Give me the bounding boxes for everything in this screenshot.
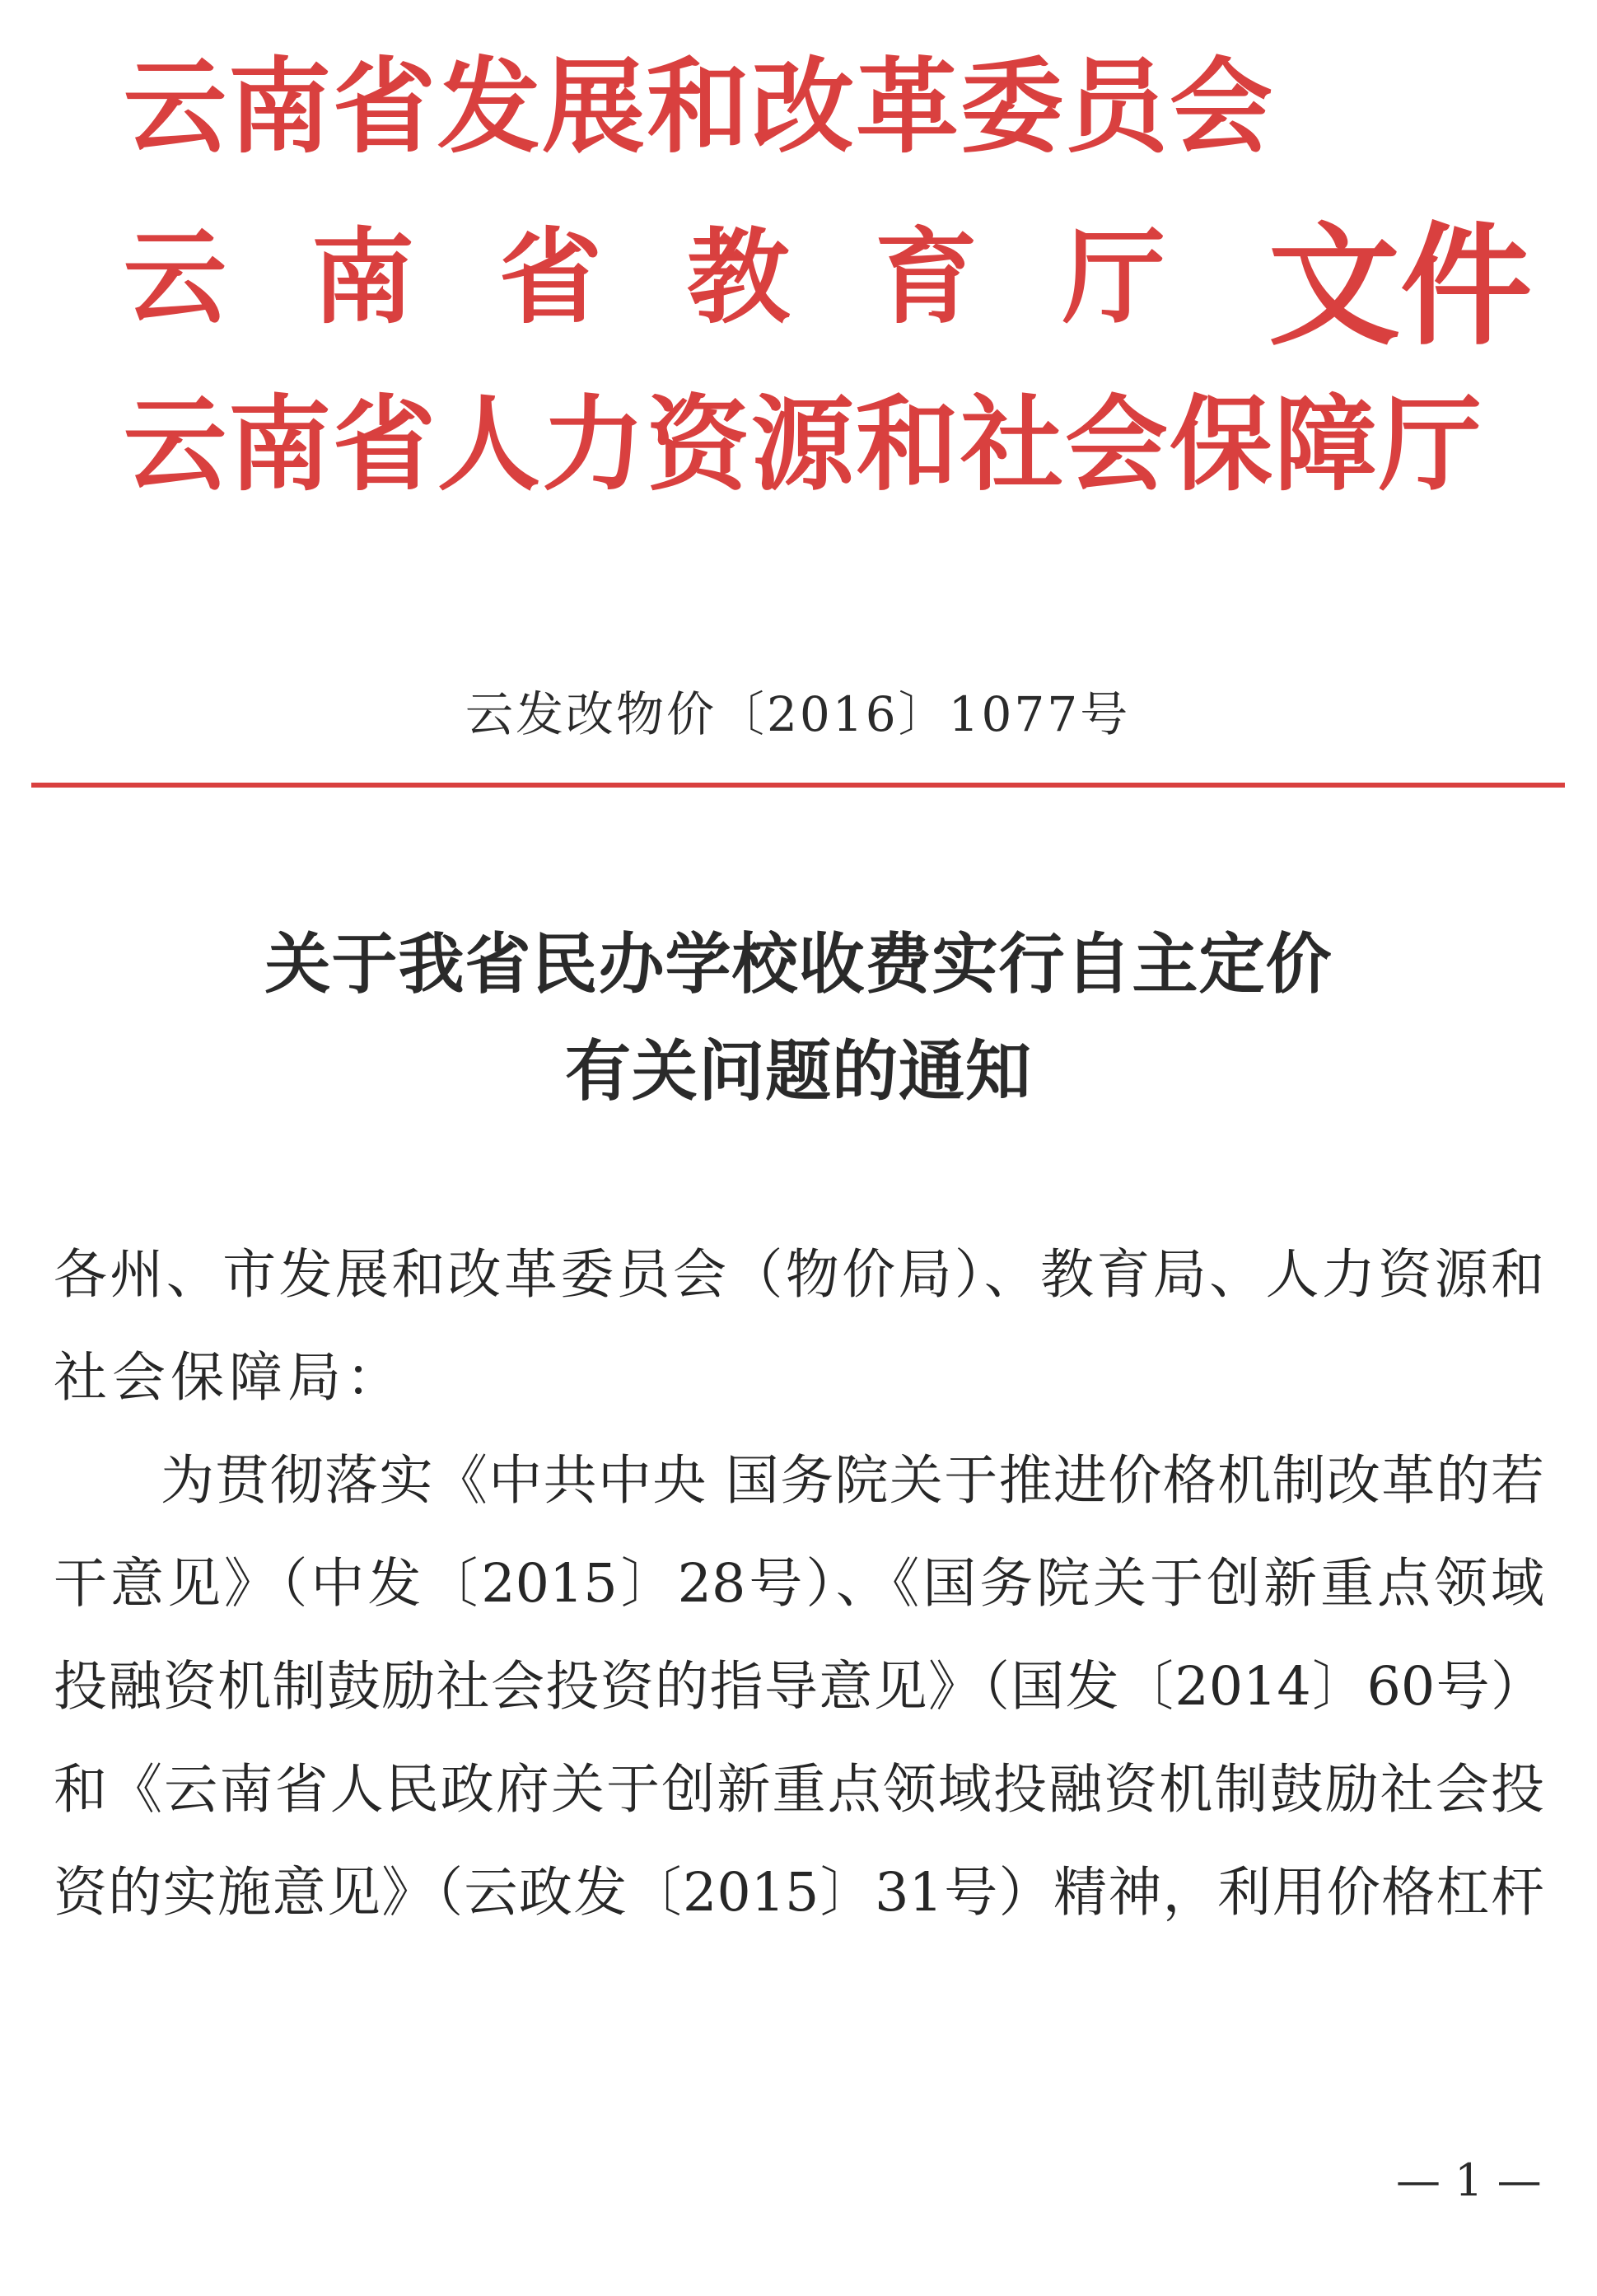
body-line: 干意见》（中发〔2015〕28号）、《国务院关于创新重点领域 — [54, 1553, 1544, 1615]
issuer-education-department: 云南省教育厅 — [124, 218, 1250, 338]
body-line-addressee: 各州、市发展和改革委员会（物价局）、教育局、人力资源和 — [54, 1244, 1544, 1306]
document-title-line-2: 有关问题的通知 — [565, 1032, 1032, 1110]
document-number: 云发改物价〔2016〕1077号 — [465, 686, 1131, 742]
body-line: 和《云南省人民政府关于创新重点领域投融资机制鼓励社会投 — [54, 1759, 1544, 1821]
body-line-addressee-end: 社会保障局： — [54, 1347, 405, 1409]
issuer-development-reform-commission: 云南省发展和改革委员会 — [124, 48, 1274, 167]
body-line: 投融资机制鼓励社会投资的指导意见》（国发〔2014〕60号） — [54, 1656, 1544, 1718]
page-number: — 1 — — [1396, 2154, 1542, 2206]
body-line: 资的实施意见》（云政发〔2015〕31号）精神，利用价格杠杆 — [54, 1862, 1544, 1924]
red-divider-line — [31, 783, 1565, 788]
document-title-line-1: 关于我省民办学校收费实行自主定价 — [264, 925, 1333, 1003]
issuer-human-resources-department: 云南省人力资源和社会保障厅 — [124, 386, 1483, 505]
body-line-paragraph-start: 为贯彻落实《中共中央 国务院关于推进价格机制改革的若 — [161, 1450, 1544, 1512]
document-type-label: 文件 — [1268, 209, 1533, 363]
